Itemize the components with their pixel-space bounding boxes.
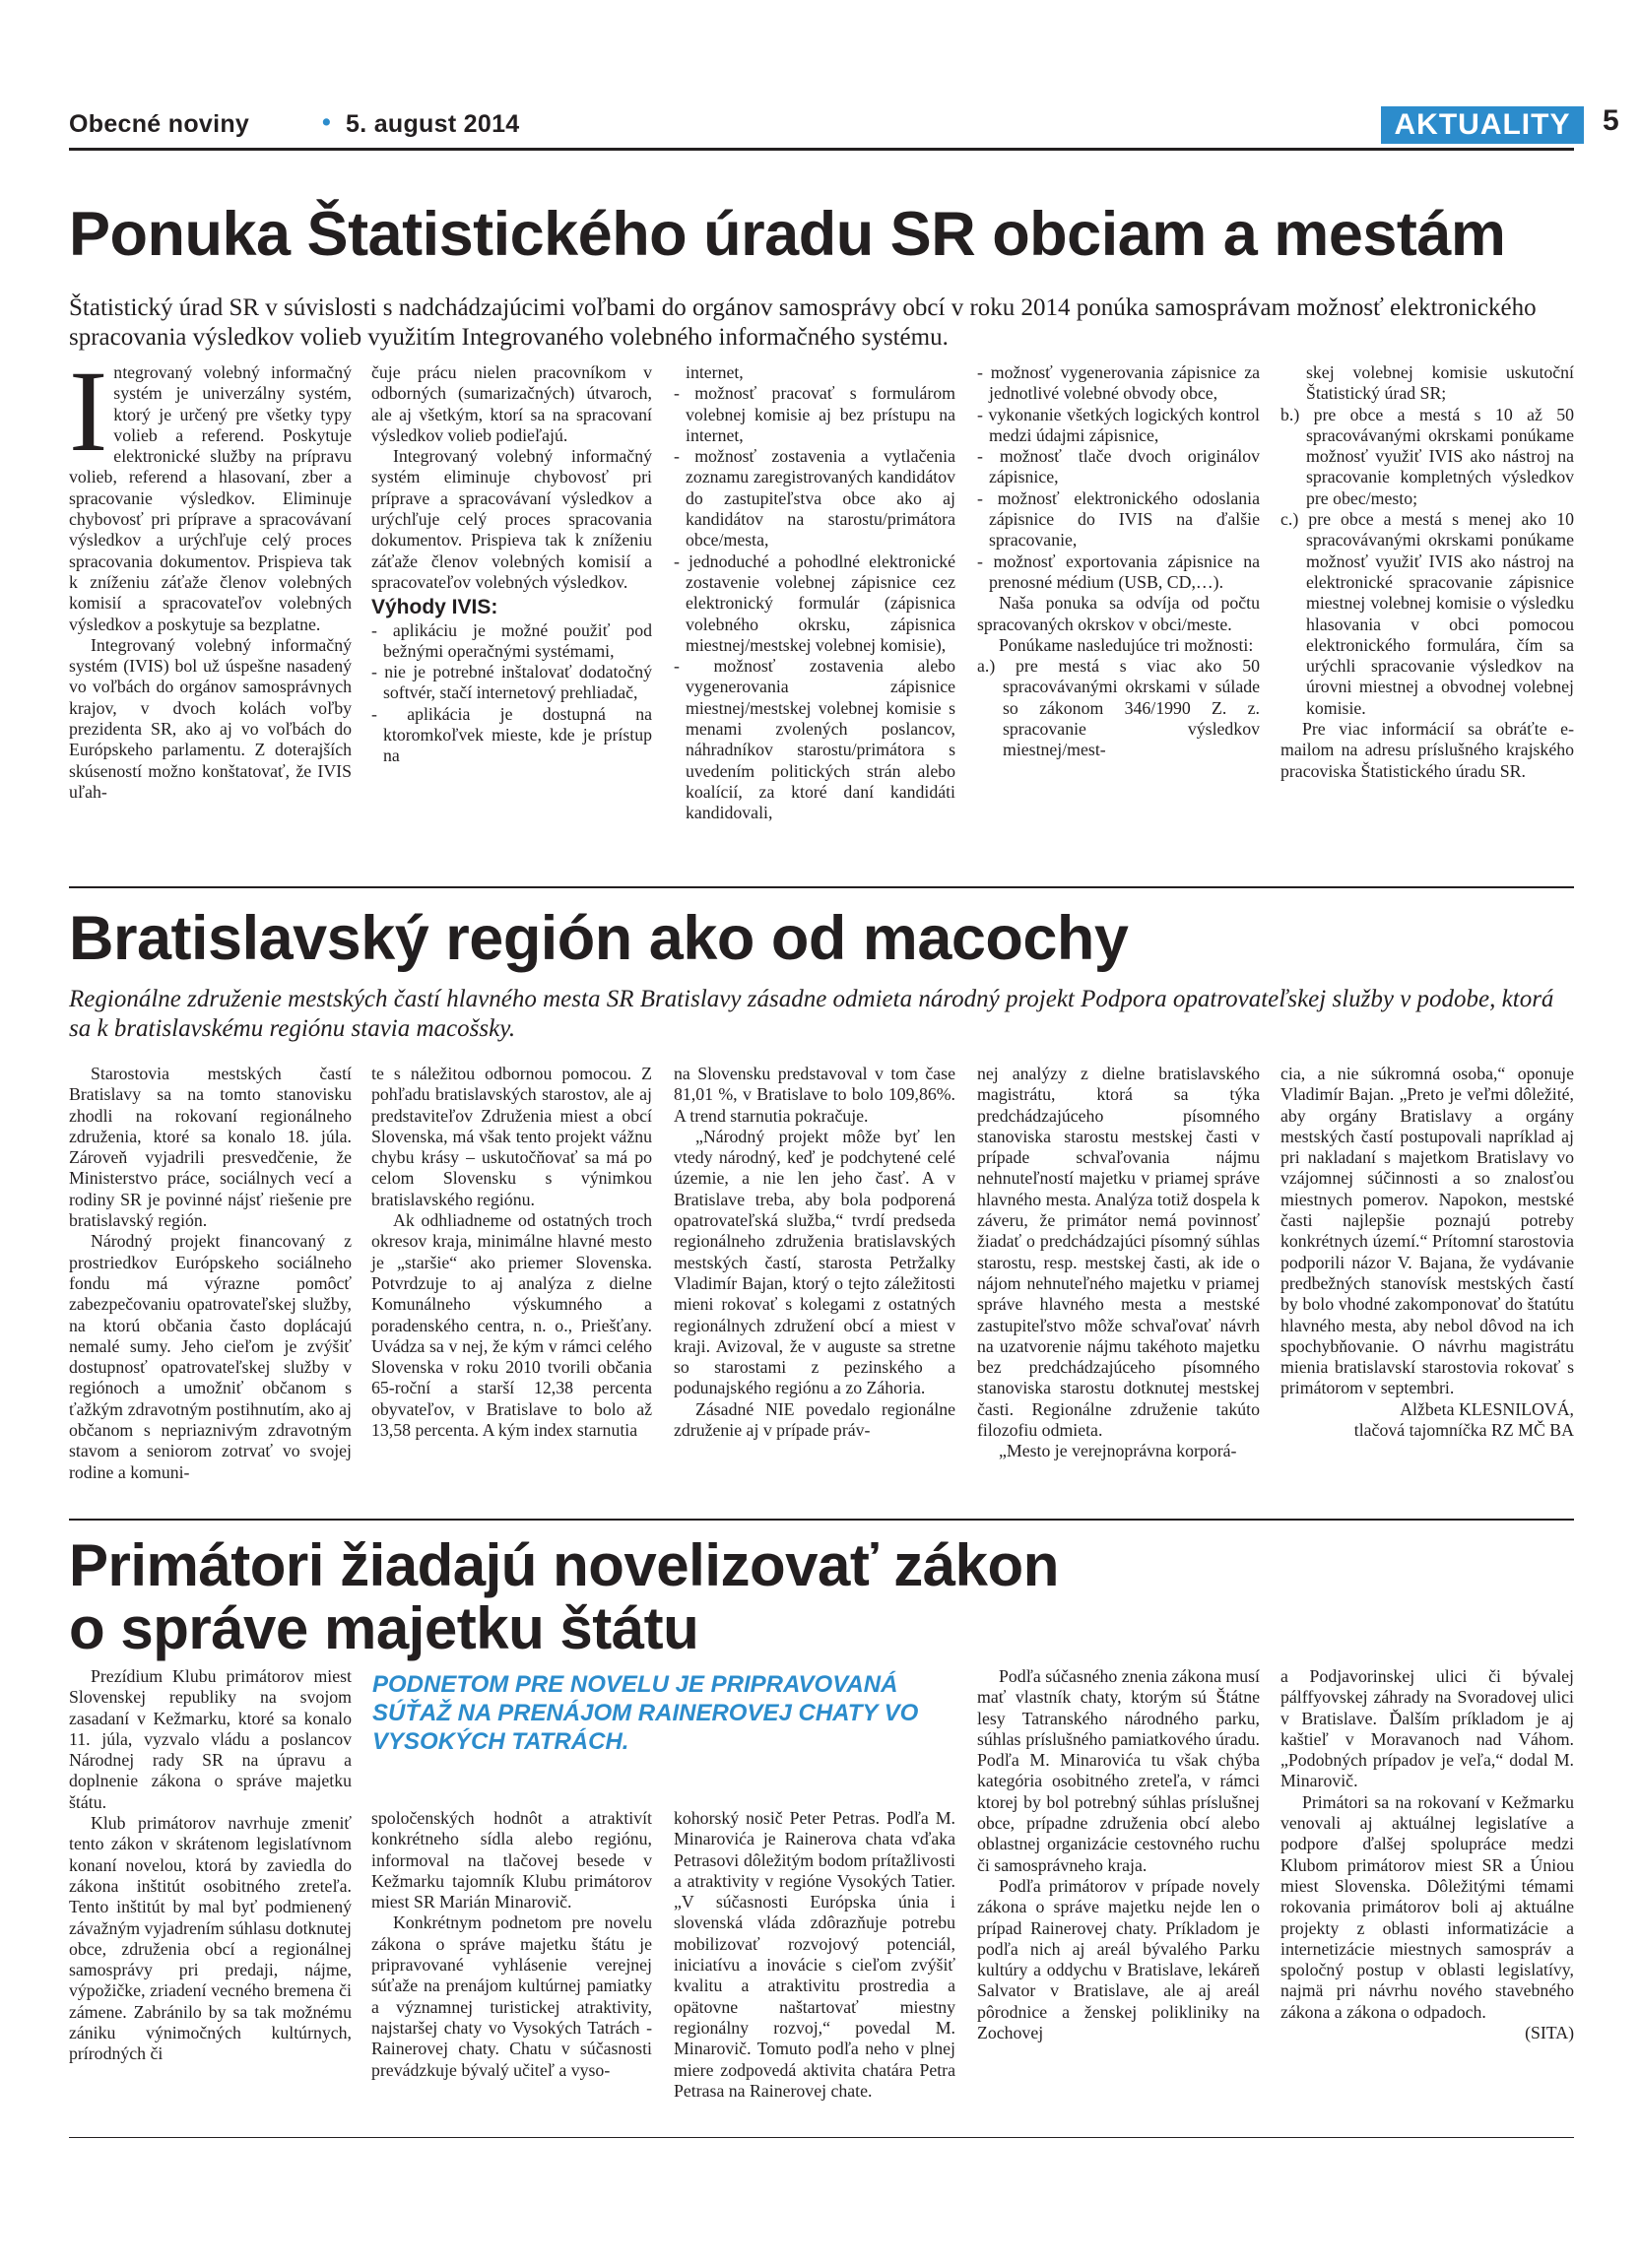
paragraph: Zásadné NIE povedalo regionálne združenie aj v prípade práv- [674, 1398, 955, 1441]
paragraph: skej volebnej komisie uskutoční Štatistický úrad SR; [1306, 362, 1574, 404]
article1-title: Ponuka Štatistického úradu SR obciam a mestám [69, 200, 1506, 269]
newspaper-name: Obecné noviny [69, 110, 250, 138]
list-item: - aplikáciu je možné použiť pod bežnými operačnými systémami, [371, 619, 652, 661]
article1-column-3 [674, 362, 955, 824]
paragraph: čuje prácu nielen pracovníkom v odborných (sumarizačných) útvaroch, ale aj všetkým, ktorí sa na spracovaní výsledkov volieb podieľajú. [371, 362, 652, 445]
option-b: b.) pre obce a mestá s 10 až 50 spracovávanými okrskami ponúkame možnosť využiť IVIS ako nástroj na spracovanie kompletných výsledkov pre obec/mesto; [1280, 404, 1574, 508]
highlight-box [372, 1670, 929, 1756]
article1-lead: Štatistický úrad SR v súvislosti s nadchádzajúcimi voľbami do orgánov samosprávy obcí v roku 2014 ponúka samosprávam možnosť elektronického spracovania výsledkov volieb využitím Integrovaného volebného informačného systému. [69, 294, 1537, 351]
article3-column-2 [371, 1808, 652, 2081]
paragraph: spoločenských hodnôt a atraktivít konkrétneho sídla alebo regiónu, informoval na tlačovej besede v Kežmarku tajomník Klubu primátorov miest SR Marián Minarovič. [371, 1808, 652, 1912]
section-label: AKTUALITY [1381, 106, 1584, 144]
paragraph: Klub primátorov navrhuje zmeniť tento zákon v skrátenom legislatívnom konaní novelou, ktorá by zaviedla do zákona inštitút osobitného zreteľa. Tento inštitút by mal byť podmienený závažným vyjadrením súhlasu dotknutej obce, združenia obcí a regionálnej samosprávy pri predaji, nájme, výpožičke, zriadení vecného bremena či zámene. Zabránilo by sa tak možnému zániku výnimočných kultúrnych, prírodných či [69, 1813, 352, 2064]
list-item: - vykonanie všetkých logických kontrol medzi údajmi zápisnice, [977, 404, 1260, 445]
paragraph: ntegrovaný volebný informačný systém je univerzálny systém, ktorý je určený pre všetky typy volieb a referend. Poskytuje elektronické služby na prípravu volieb, referend a hlasovaní, zber a spracovanie výsledkov. Eliminuje chybovosť pri príprave a spracovávaní výsledkov a urýchľuje celý proces spracovania dokumentov. Prispieva tak k zníženiu záťaže členov volebných komisií a spracovateľov volebných výsledkov a poskytuje sa bezplatne. [69, 362, 352, 634]
paragraph: Integrovaný volebný informačný systém (IVIS) bol už úspešne nasadený vo voľbách do orgánov samosprávnych krajov, v dvoch kolách voľby prezidenta SR, ako aj vo voľbách do Európskeho parlamentu. Z doterajších skúseností možno konštatovať, že IVIS uľah- [69, 634, 352, 802]
paragraph: Ponúkame nasledujúce tri možnosti: [999, 634, 1254, 655]
article2-title: Bratislavský región ako od macochy [69, 904, 1129, 973]
bullet-separator: • [322, 108, 331, 136]
article3-column-4 [977, 1666, 1260, 2043]
issue-date: 5. august 2014 [346, 110, 520, 138]
paragraph: Podľa primátorov v prípade novely zákona o správe majetku nejde len o prípad Rainerovej chaty. Príkladom je podľa nich aj areál bývalého Parku kultúry a oddychu v Bratislave, lekáreň Salvator v Bratislave, ale aj areál pôrodnice a ženskej polikliniky na Zochovej [977, 1875, 1260, 2043]
header-rule [69, 148, 1574, 151]
list-item: - možnosť elektronického odoslania zápisnice do IVIS na ďalšie spracovanie, [977, 487, 1260, 551]
article2-column-5 [1280, 1064, 1574, 1441]
masthead [69, 104, 1619, 144]
article-divider [69, 1519, 1574, 1521]
paragraph: Národný projekt financovaný z prostriedkov Európskeho sociálneho fondu má výrazne pomôcť zabezpečovaniu opatrovateľskej služby, na ktorú občania často doplácajú nemalé sumy. Jeho cieľom je zvýšiť dostupnosť opatrovateľskej služby v regiónoch a umožniť občanom s ťažkým zdravotným postihnutím, ako aj občanom s nepriaznivým zdravotným stavom a seniorom zotrvať vo svojej rodine a komuni- [69, 1231, 352, 1482]
paragraph: Ak odhliadneme od ostatných troch okresov kraja, minimálne hlavné mesto je „staršie“ ako priemer Slovenska. Potvrdzuje to aj analýza z dielne Komunálneho výskumného a poradenského centra, n. o., Priešťany. Uvádza sa v nej, že kým v rámci celého Slovenska v roku 2010 tvorili občania 65-roční a starší 12,38 percenta obyvateľov, v Bratislave to bolo až 13,58 percenta. A kým index starnutia [371, 1210, 652, 1441]
list-item: - možnosť exportovania zápisnice na prenosné médium (USB, CD,…). [977, 551, 1260, 592]
paragraph: Pre viac informácií sa obráťte e-mailom na adresu príslušného krajského pracoviska Štatistického úradu SR. [1280, 719, 1574, 781]
option-c: c.) pre obce a mestá s menej ako 10 spracovávanými okrskami ponúkame možnosť využiť IVIS ako nástroj na elektronické spracovanie zápisnice miestnej volebnej komisie o výsledku hlasovania v obci pomocou elektronického formulára, čím sa urýchli spracovanie výsledkov na úrovni miestnej a obvodnej volebnej komisie. [1280, 509, 1574, 718]
paragraph: Integrovaný volebný informačný systém eliminuje chybovosť pri príprave a spracovávaní výsledkov a urýchľuje celý proces spracovania dokumentov. Prispieva tak k zníženiu záťaže členov volebných komisií a spracovateľov volebných výsledkov. [371, 446, 652, 592]
paragraph: „Mesto je verejnoprávna korporá- [999, 1441, 1237, 1461]
paragraph: nej analýzy z dielne bratislavského magistrátu, ktorá sa týka predchádzajúceho písomného stanoviska starostu mestskej časti v prípade schvaľovania nájmu nehnuteľností majetku v priamej správe hlavného mesta. Analýza totiž dospela k záveru, že primátor nemá povinnosť žiadať o predchádzajúci písomný súhlas starostu, resp. mestskej časti, ak ide o nájom nehnuteľného majetku v priamej správe hlavného mesta a mestské zastupiteľstvo môže schvaľovať návrh na uzatvorenie nájmu takéhoto majetku bez predchádzajúceho písomného stanoviska starostu dotknutej mestskej časti. Regionálne združenie takúto filozofiu odmieta. [977, 1064, 1260, 1441]
article1-column-4 [977, 362, 1260, 761]
list-item: - možnosť tlače dvoch originálov zápisnice, [977, 446, 1260, 487]
paragraph: Primátori sa na rokovaní v Kežmarku venovali aj aktuálnej legislatíve a podpore ďalšej spolupráce medzi Klubom primátorov miest SR a Úniou miest Slovenska. Dôležitými témami rokovania primátorov boli aj aktuálne projekty z oblasti informatizácie a internetizácie miestnych samospráv a spoločný postup v oblasti legislatívy, najmä pri návrhu nového stavebného zákona a zákona o odpadoch. [1280, 1791, 1574, 2022]
paragraph: Podľa súčasného znenia zákona musí mať vlastník chaty, ktorým sú Štátne lesy Tatranského národného parku, súhlas príslušného pamiatkového úradu. Podľa M. Minarovića tu však chýba kategória osobitného zreteľa, v rámci ktorej by bol potrebný súhlas príslušnej obce, prípadne združenia obcí alebo oblastnej organizácie cestovného ruchu či samosprávneho kraja. [977, 1666, 1260, 1875]
article1-column-5 [1280, 362, 1574, 782]
paragraph: „Národný projekt môže byť len vtedy národný, keď je podchytené celé územie, a nie len jeho časť. A v Bratislave treba, aby bola podporená opatrovateľská služba,“ tvrdí predseda regionálneho združenia bratislavských mestských častí, starosta Petržalky Vladimír Bajan, ktorý o tejto záležitosti mieni rokovať s kolegami z ostatných regionálnych združení obcí a miest v kraji. Avizoval, že v auguste sa stretne so starostami z pezinského a podunajského regiónu a zo Záhoria. [674, 1126, 955, 1398]
drop-cap: I [69, 347, 108, 476]
article3-title: Primátori žiadajú novelizovať zákon o správe majetku štátu [69, 1532, 1059, 1661]
article-divider [69, 886, 1574, 888]
bottom-rule [69, 2137, 1574, 2138]
paragraph: Konkrétnym podnetom pre novelu zákona o správe majetku štátu je pripravované vyhlásenie verejnej súťaže na prenájom kultúrnej pamiatky a významnej turistickej atraktivity, najstaršej chaty vo Vysokých Tatrách - Rainerovej chaty. Chatu v súčasnosti prevádzkuje bývalý učiteľ a vyso- [371, 1912, 652, 2080]
paragraph: kohorský nosič Peter Petras. Podľa M. Minarovića je Rainerova chata vďaka Petrasovi dôležitým bodom prítažlivosti a atraktivity v regióne Vysokých Tatier. „V súčasnosti Európska únia i slovenská vláda zdôrazňuje potrebu mobilizovať rozvojový potenciál, iniciatívu a inovácie s cieľom zvýšiť kvalitu a atraktivitu prostredia a opätovne naštartovať miestny regionálny rozvoj,“ povedal M. Minarovič. Tomuto podľa neho v plnej miere zodpovedá aktivita chatára Petra Petrasa na Rainerovej chate. [674, 1808, 955, 2101]
author-role: tlačová tajomníčka RZ MČ BA [1353, 1420, 1574, 1441]
list-item: - nie je potrebné inštalovať dodatočný softvér, stačí internetový prehliadač, [371, 662, 652, 703]
article3-column-3 [674, 1808, 955, 2102]
source-credit: (SITA) [1525, 2023, 1574, 2043]
list-item: internet, [686, 362, 744, 382]
paragraph: Naša ponuka sa odvíja od počtu spracovaných okrskov v obci/meste. [977, 593, 1260, 634]
article2-column-1 [69, 1064, 352, 1483]
option-a: a.) pre mestá s viac ako 50 spracovávanými okrskami v súlade so zákonom 346/1990 Z. z. spracovanie výsledkov miestnej/mest- [977, 656, 1260, 760]
list-item: - možnosť zostavenia alebo vygenerovania zápisnice miestnej/mestskej volebnej komisie s menami zvolených poslancov, náhradníkov starostu/primátora s uvedením politických strán alebo koalícií, za ktoré daní kandidáti kandidovali, [674, 656, 955, 823]
article2-column-3 [674, 1064, 955, 1441]
article1-column-2 [371, 362, 652, 767]
subheading-vyhody: Výhody IVIS: [371, 596, 498, 619]
article3-column-1 [69, 1666, 352, 2065]
article2-column-4 [977, 1064, 1260, 1462]
list-item: - aplikácia je dostupná na ktoromkoľvek mieste, kde je prístup na [371, 703, 652, 766]
highlight-text: PODNETOM PRE NOVELU JE PRIPRAVOVANÁ SÚŤAŽ NA PRENÁJOM RAINEROVEJ CHATY VO VYSOKÝCH TATRÁCH. [372, 1671, 919, 1755]
paragraph: Prezídium Klubu primátorov miest Slovenskej republiky na svojom zasadaní v Kežmarku, ktoré sa konalo 11. júla, vyzvalo vládu a poslancov Národnej rady SR na úpravu a doplnenie zákona o správe majetku štátu. [69, 1666, 352, 1812]
paragraph: a Podjavorinskej ulici či bývalej pálffyovskej záhrady na Svoradovej ulici v Bratislave. Ďalším príkladom je aj kaštieľ v Moravanoch nad Váhom. „Podobných prípadov je veľa,“ dodal M. Minarovič. [1280, 1666, 1574, 1791]
list-item: - možnosť pracovať s formulárom volebnej komisie aj bez prístupu na internet, [674, 383, 955, 445]
list-item: - jednoduché a pohodlné elektronické zostavenie volebnej zápisnice cez elektronický formulár (zápisnica volebného okrsku, zápisnica miestnej/mestskej volebnej komisie), [674, 551, 955, 655]
paragraph: na Slovensku predstavoval v tom čase 81,01 %, v Bratislave to bolo 109,86%. A trend starnutia pokračuje. [674, 1064, 955, 1126]
page-number: 5 [1603, 104, 1619, 137]
article3-column-5 [1280, 1666, 1574, 2043]
paragraph: Starostovia mestských častí Bratislavy sa na tomto stanovisku zhodli na rokovaní regionálneho združenia, ktoré sa konalo 18. júla. Zároveň vyjadrili presvedčenie, že Ministerstvo práce, sociálnych vecí a rodiny SR je povinné nájsť riešenie pre bratislavský región. [69, 1064, 352, 1231]
author-name: Alžbeta KLESNILOVÁ, [1400, 1398, 1574, 1419]
list-item: - možnosť zostavenia a vytlačenia zoznamu zaregistrovaných kandidátov do zastupiteľstva obce ako aj kandidátov na starostu/primátora obce/mesta, [674, 446, 955, 551]
article2-column-2 [371, 1064, 652, 1441]
article1-column-1 [69, 347, 352, 803]
paragraph: cia, a nie súkromná osoba,“ oponuje Vladimír Bajan. „Preto je veľmi dôležité, aby orgány Bratislavy a orgány mestských častí postupovali napríklad aj pri nakladaní s majetkom Bratislavy vo vzájomnej súčinnosti a so znalosťou miestnych pomerov. Napokon, mestské časti najlepšie poznajú potreby konkrétnych území.“ Prítomní starostovia podporili názor V. Bajana, že vydávanie predbežných stanovísk mestských častí by bolo vhodné zakomponovať do štatútu hlavného mesta, aby nebol dôvod na ich spochybňovanie. O návrhu magistrátu mienia bratislavskí starostovia rokovať s primátorom v septembri. [1280, 1064, 1574, 1398]
paragraph: te s náležitou odbornou pomocou. Z pohľadu bratislavských starostov, ale aj predstaviteľov Združenia miest a obcí Slovenska, má však tento projekt vážnu chybu krásy – uskutočňovať sa má po celom Slovensku s výnimkou bratislavského regiónu. [371, 1064, 652, 1209]
article2-lead: Regionálne združenie mestských častí hlavného mesta SR Bratislavy zásadne odmieta národný projekt Podpora opatrovateľskej služby v podobe, ktorá sa k bratislavskému regiónu stavia macošsky. [69, 986, 1554, 1042]
list-item: - možnosť vygenerovania zápisnice za jednotlivé volebné obvody obce, [977, 362, 1260, 404]
